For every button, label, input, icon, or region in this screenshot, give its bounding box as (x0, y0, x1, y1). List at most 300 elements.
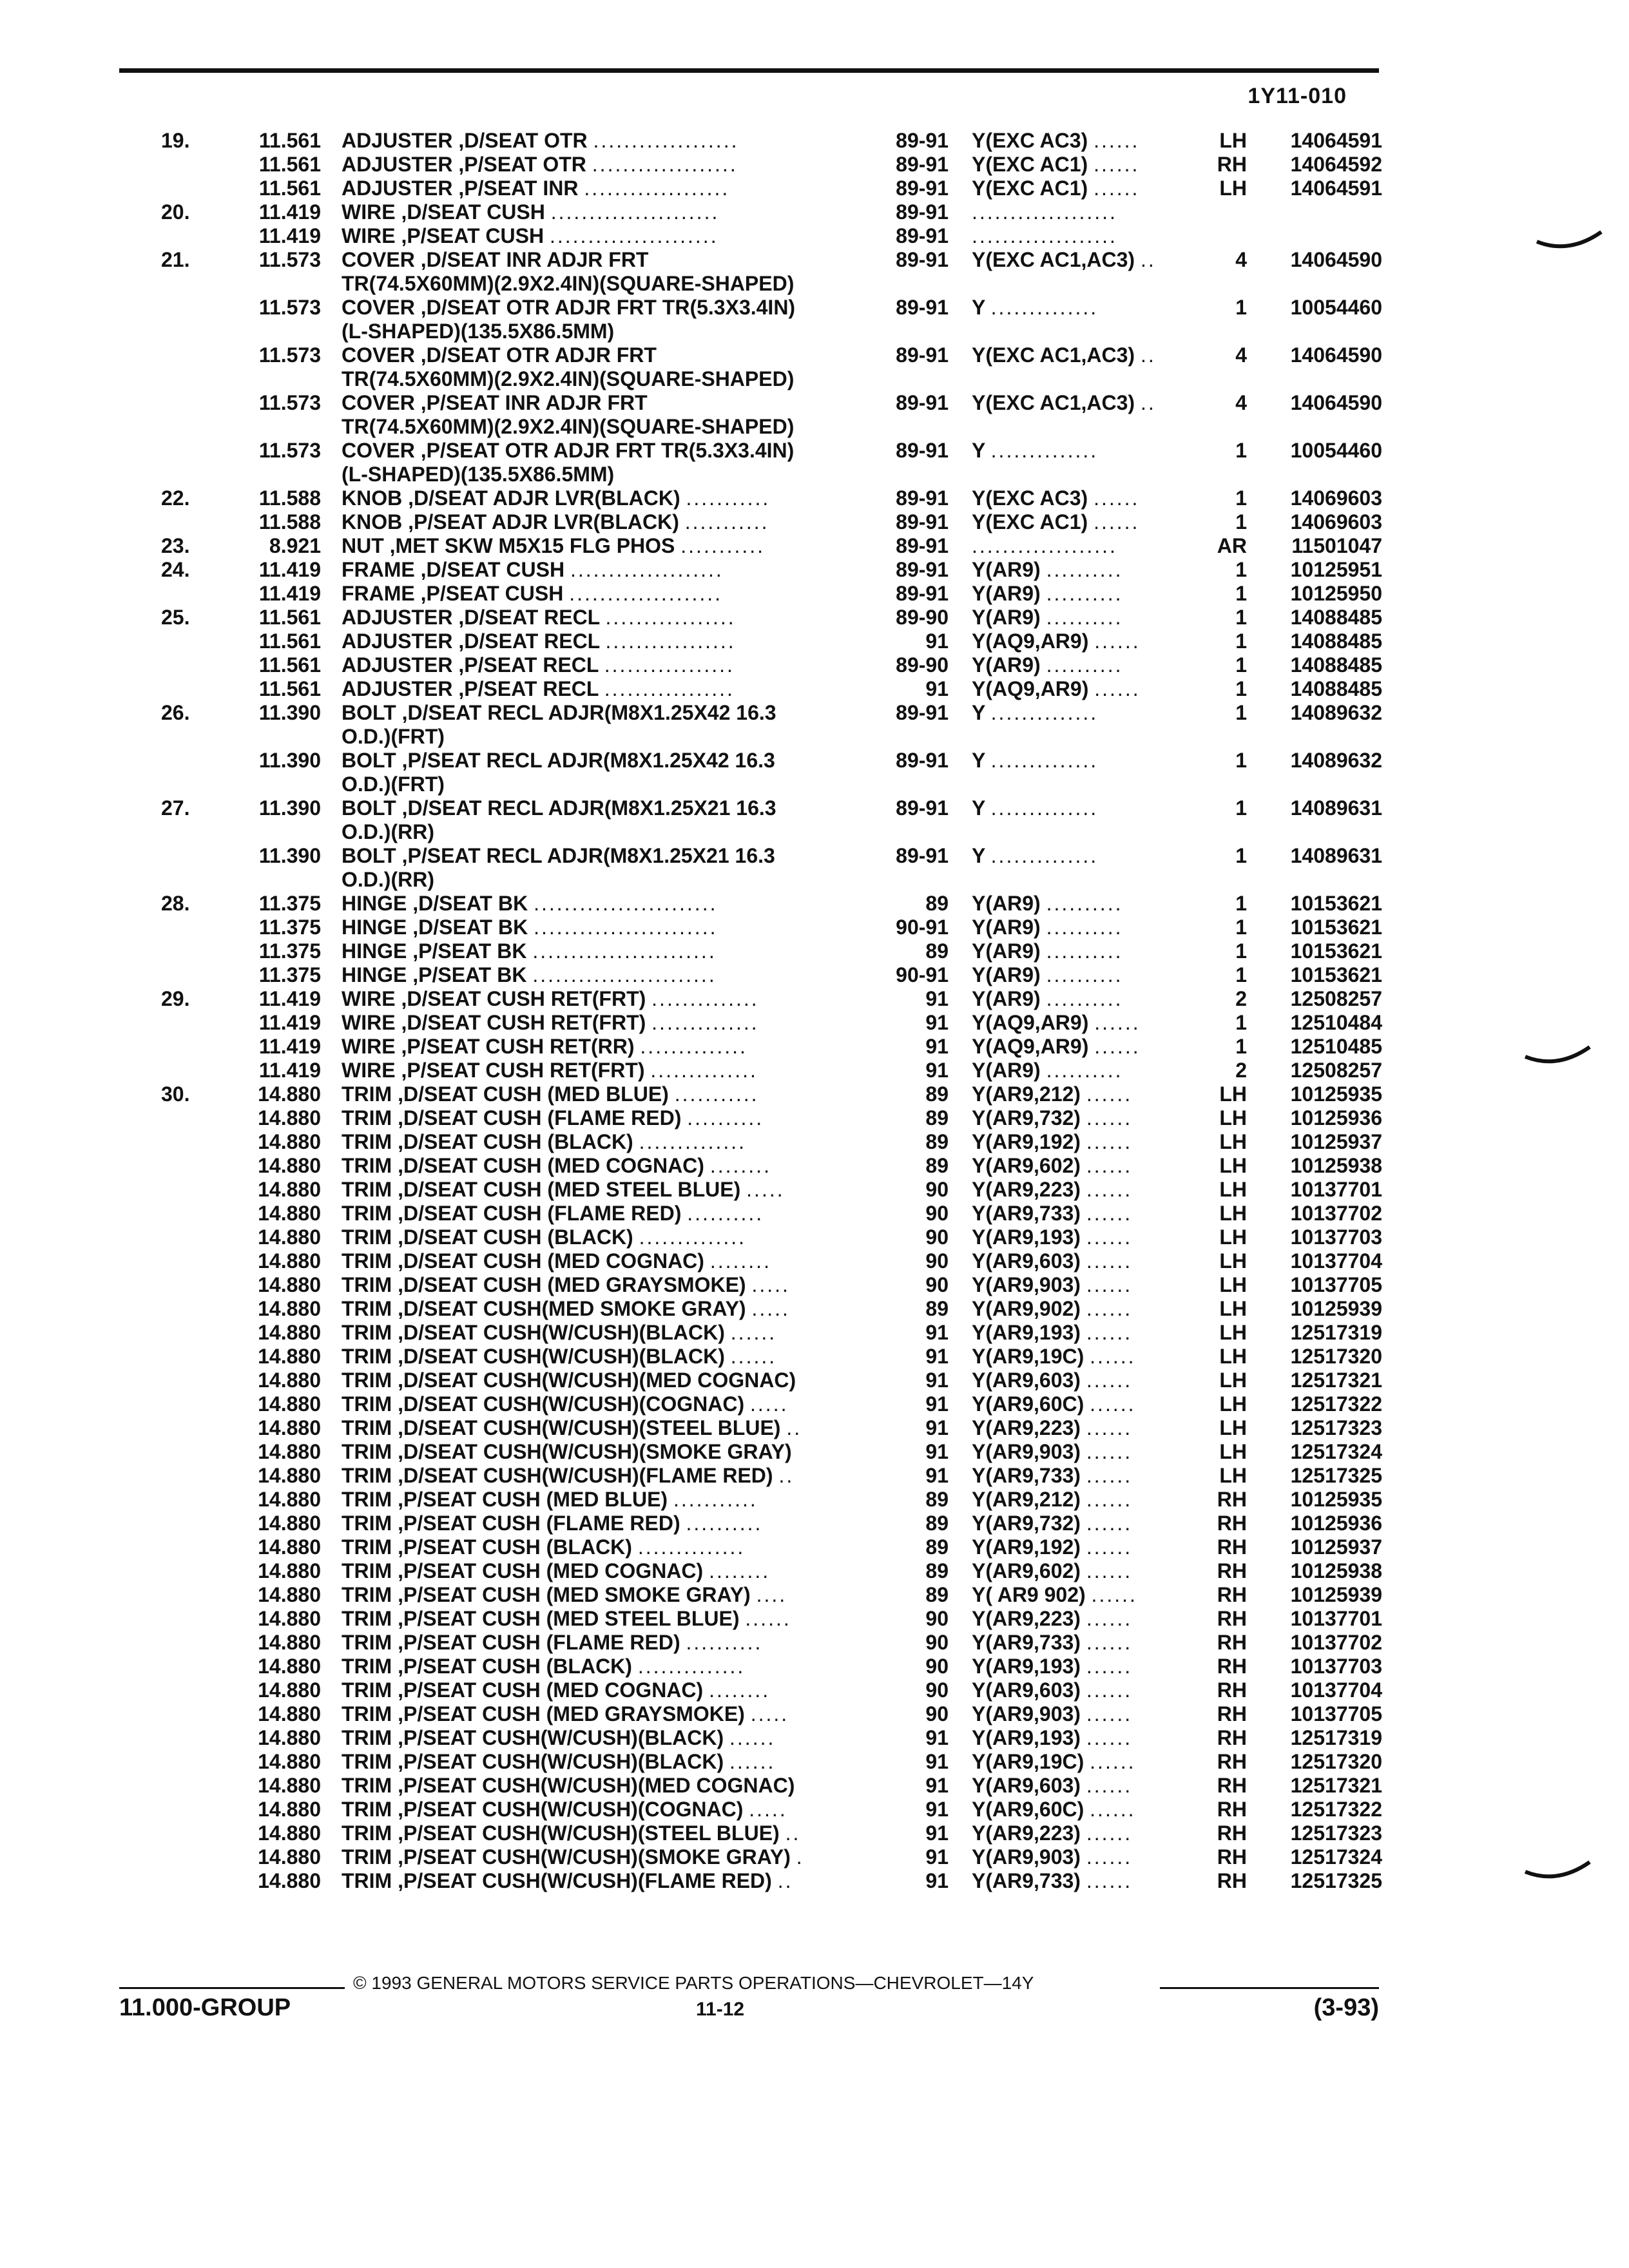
usage-code-text: Y (972, 296, 985, 319)
part-description (342, 582, 870, 606)
quantity (1195, 1798, 1247, 1821)
edition-date: (3-93) (1313, 1994, 1379, 2021)
part-number-text: 12517320 (1290, 1750, 1382, 1773)
part-description (342, 677, 870, 701)
usage-code-text: Y(AR9,602) (972, 1559, 1081, 1582)
group-number (219, 1130, 321, 1154)
quantity-text: 1 (1235, 677, 1247, 700)
part-number-text: 12517325 (1290, 1869, 1382, 1892)
group-number-text: 14.880 (258, 1774, 321, 1797)
part-description-text: TRIM ,P/SEAT CUSH(W/CUSH)(SMOKE GRAY) (342, 1845, 791, 1869)
quantity (1195, 963, 1247, 987)
usage-code-text: Y(EXC AC1,AC3) (972, 343, 1135, 367)
part-number-text: 10153621 (1290, 963, 1382, 986)
model-years-text: 90 (925, 1178, 949, 1201)
part-description (342, 844, 870, 868)
usage-code (972, 749, 1191, 773)
usage-code-text: Y(AQ9,AR9) (972, 1035, 1089, 1058)
usage-code (972, 510, 1191, 534)
usage-code-text: Y(AR9,192) (972, 1130, 1081, 1153)
part-number-text: 12517319 (1290, 1726, 1382, 1749)
group-number-text: 14.880 (258, 1821, 321, 1845)
part-number (1263, 1631, 1382, 1655)
leader-dots: ...... (745, 1607, 791, 1630)
leader-dots: .......... (1046, 892, 1123, 915)
quantity-text: RH (1217, 1512, 1247, 1535)
leader-dots: .................... (569, 582, 723, 605)
part-number (1263, 1154, 1382, 1178)
usage-code-text: Y(AR9,60C) (972, 1392, 1084, 1416)
parts-row (0, 248, 1629, 272)
item-number (161, 892, 219, 916)
model-years (876, 1583, 949, 1607)
quantity-text: LH (1219, 1154, 1247, 1177)
group-number-text: 14.880 (258, 1249, 321, 1273)
usage-code (972, 1273, 1191, 1297)
quantity-text: RH (1217, 1678, 1247, 1702)
parts-row (0, 224, 1629, 248)
part-number (1263, 1774, 1382, 1798)
parts-row (0, 939, 1629, 963)
usage-code-text: Y(AR9,193) (972, 1321, 1081, 1344)
model-years (876, 439, 949, 463)
leader-dots: ...... (1090, 1392, 1136, 1416)
model-years (876, 629, 949, 653)
model-years-text: 91 (925, 1726, 949, 1749)
parts-row (0, 1130, 1629, 1154)
part-description (342, 1321, 870, 1345)
quantity (1195, 1845, 1247, 1869)
usage-code-text: Y(AR9) (972, 987, 1041, 1010)
part-description (342, 1488, 870, 1512)
leader-dots: ................... (593, 129, 739, 152)
usage-code-text: Y(AR9,19C) (972, 1750, 1084, 1773)
usage-code-text: Y(AR9) (972, 582, 1041, 605)
group-number-text: 14.880 (258, 1798, 321, 1821)
leader-dots: ...... (1086, 1106, 1133, 1129)
model-years-text: 89-91 (896, 224, 949, 247)
model-years-text: 89-91 (896, 391, 949, 414)
group-number (219, 1678, 321, 1702)
group-number (219, 1106, 321, 1130)
quantity (1195, 1655, 1247, 1678)
quantity-text: RH (1217, 1631, 1247, 1654)
leader-dots: .............. (637, 1535, 746, 1559)
group-number-text: 11.375 (258, 916, 321, 939)
usage-code-text: Y(AR9) (972, 558, 1041, 581)
part-number-text: 10125939 (1290, 1583, 1382, 1606)
quantity (1195, 916, 1247, 939)
group-number (219, 1392, 321, 1416)
parts-row (0, 1750, 1629, 1774)
top-rule (119, 68, 1379, 73)
group-number-text: 11.573 (258, 248, 321, 271)
part-number-text: 10137702 (1290, 1202, 1382, 1225)
part-description-text: TRIM ,P/SEAT CUSH (MED BLUE) (342, 1488, 668, 1511)
part-description-text: ADJUSTER ,P/SEAT OTR (342, 153, 586, 176)
quantity-text: 1 (1235, 939, 1247, 963)
item-number-text: 28. (161, 892, 190, 915)
part-description-text: TRIM ,P/SEAT CUSH (MED SMOKE GRAY) (342, 1583, 751, 1606)
model-years (876, 1559, 949, 1583)
model-years (876, 1726, 949, 1750)
model-years-text: 89 (925, 1583, 949, 1606)
part-number-text: 10153621 (1290, 892, 1382, 915)
part-description (342, 1416, 870, 1440)
model-years-text: 91 (925, 1464, 949, 1487)
part-description (342, 1535, 870, 1559)
part-description (342, 1869, 870, 1893)
model-years (876, 1202, 949, 1225)
part-number-text: 10125951 (1290, 558, 1382, 581)
quantity-text: 1 (1235, 486, 1247, 510)
quantity-text: LH (1219, 129, 1247, 152)
group-number (219, 1512, 321, 1535)
part-number (1263, 1249, 1382, 1273)
parts-row (0, 1369, 1629, 1392)
part-description-text: TRIM ,P/SEAT CUSH (MED COGNAC) (342, 1559, 704, 1582)
leader-dots: ...... (1086, 1297, 1133, 1320)
part-description-text: TRIM ,D/SEAT CUSH(W/CUSH)(FLAME RED) (342, 1464, 773, 1487)
leader-dots: ..... (749, 1798, 787, 1821)
parts-row (0, 749, 1629, 773)
leader-dots: .......... (1046, 987, 1123, 1010)
part-description-text: FRAME ,P/SEAT CUSH (342, 582, 564, 605)
part-description-text: TRIM ,P/SEAT CUSH (FLAME RED) (342, 1631, 680, 1654)
group-number-text: 11.561 (258, 606, 321, 629)
quantity-text: 1 (1235, 844, 1247, 867)
leader-dots: .......... (686, 1631, 763, 1654)
parts-row (0, 1392, 1629, 1416)
part-description (342, 1059, 870, 1082)
leader-dots: .......... (686, 1512, 763, 1535)
part-description-text: ADJUSTER ,P/SEAT RECL (342, 653, 599, 677)
leader-dots: .................... (570, 558, 724, 581)
part-number-text: 10125950 (1290, 582, 1382, 605)
part-description-text: TRIM ,D/SEAT CUSH(W/CUSH)(BLACK) (342, 1321, 725, 1344)
part-number (1263, 486, 1382, 510)
part-number (1263, 558, 1382, 582)
usage-code-text: Y(AQ9,AR9) (972, 1011, 1089, 1034)
part-description-text: TRIM ,P/SEAT CUSH (MED GRAYSMOKE) (342, 1702, 745, 1725)
part-number-text: 10153621 (1290, 916, 1382, 939)
group-number (219, 939, 321, 963)
usage-code-text: Y(AR9,902) (972, 1297, 1081, 1320)
leader-dots: ..... (751, 1273, 790, 1296)
part-number-text: 10125938 (1290, 1559, 1382, 1582)
quantity-text: 1 (1235, 296, 1247, 319)
part-description-text: ADJUSTER ,P/SEAT RECL (342, 677, 599, 700)
usage-code (972, 1821, 1191, 1845)
part-description (342, 1821, 870, 1845)
usage-code (972, 1631, 1191, 1655)
usage-code (972, 1130, 1191, 1154)
leader-dots: ...... (1090, 1798, 1136, 1821)
usage-code-text: Y(EXC AC1,AC3) (972, 248, 1135, 271)
quantity-text: RH (1217, 1488, 1247, 1511)
leader-dots: ...... (1086, 1154, 1133, 1177)
model-years-text: 90-91 (896, 963, 949, 986)
quantity (1195, 1559, 1247, 1583)
part-number-text: 12517325 (1290, 1464, 1382, 1487)
parts-row (0, 868, 1629, 892)
parts-row (0, 1345, 1629, 1369)
model-years (876, 987, 949, 1011)
leader-dots: ...... (1090, 1750, 1136, 1773)
group-number-text: 11.573 (258, 391, 321, 414)
parts-row (0, 796, 1629, 820)
usage-code-text: Y(AR9,192) (972, 1535, 1081, 1559)
quantity-text: LH (1219, 1345, 1247, 1368)
group-number-text: 14.880 (258, 1559, 321, 1582)
model-years-text: 89-91 (896, 701, 949, 724)
group-number (219, 1821, 321, 1845)
parts-row (0, 773, 1629, 796)
quantity (1195, 1512, 1247, 1535)
leader-dots: .......... (1046, 963, 1123, 986)
quantity (1195, 439, 1247, 463)
leader-dots: ...................... (549, 224, 718, 247)
quantity-text: 1 (1235, 606, 1247, 629)
quantity (1195, 1631, 1247, 1655)
usage-code-text: Y(AR9,903) (972, 1273, 1081, 1296)
group-label: 11.000-GROUP (119, 1994, 291, 2021)
parts-row (0, 1297, 1629, 1321)
parts-list (0, 129, 1629, 1893)
item-number (161, 129, 219, 153)
leader-dots: ........................ (532, 963, 717, 986)
usage-code (972, 582, 1191, 606)
leader-dots: .............. (990, 796, 1099, 820)
item-number-text: 23. (161, 534, 190, 557)
part-description (342, 1225, 870, 1249)
item-number (161, 796, 219, 820)
parts-row (0, 1512, 1629, 1535)
usage-code-text: Y (972, 796, 985, 820)
part-number-text: 14089632 (1290, 701, 1382, 724)
quantity-text: 1 (1235, 510, 1247, 533)
item-number (161, 701, 219, 725)
model-years-text: 89-91 (896, 439, 949, 462)
parts-row (0, 1678, 1629, 1702)
binder-mark-icon (1522, 1044, 1593, 1070)
usage-code-text: Y(AR9) (972, 916, 1041, 939)
model-years (876, 296, 949, 320)
part-number (1263, 844, 1382, 868)
leader-dots: ...... (1086, 1202, 1133, 1225)
parts-row (0, 725, 1629, 749)
part-number (1263, 1369, 1382, 1392)
group-number-text: 14.880 (258, 1273, 321, 1296)
model-years-text: 91 (925, 1345, 949, 1368)
part-number (1263, 1798, 1382, 1821)
part-number-text: 10137703 (1290, 1655, 1382, 1678)
quantity-text: LH (1219, 1225, 1247, 1249)
model-years-text: 91 (925, 1750, 949, 1773)
part-number-text: 14089631 (1290, 796, 1382, 820)
group-number (219, 1440, 321, 1464)
part-number-text: 10125937 (1290, 1130, 1382, 1153)
parts-row (0, 1416, 1629, 1440)
group-number-text: 11.419 (258, 1035, 321, 1058)
part-description (342, 1702, 870, 1726)
part-number (1263, 1202, 1382, 1225)
part-description-text: TRIM ,P/SEAT CUSH (BLACK) (342, 1535, 632, 1559)
part-description (342, 820, 870, 844)
usage-code-text: Y(EXC AC3) (972, 486, 1088, 510)
part-description-text: WIRE ,P/SEAT CUSH (342, 224, 545, 247)
group-number (219, 1273, 321, 1297)
part-description-text: (L-SHAPED)(135.5X86.5MM) (342, 320, 615, 343)
part-description-text: TRIM ,D/SEAT CUSH (FLAME RED) (342, 1106, 682, 1129)
quantity (1195, 1106, 1247, 1130)
part-description-text: BOLT ,P/SEAT RECL ADJR(M8X1.25X42 16.3 (342, 749, 775, 772)
group-number-text: 11.390 (258, 701, 321, 724)
model-years (876, 1774, 949, 1798)
part-number (1263, 1059, 1382, 1082)
parts-row (0, 820, 1629, 844)
group-number (219, 1726, 321, 1750)
leader-dots: .......... (1046, 558, 1123, 581)
usage-code (972, 1154, 1191, 1178)
part-description-text: TRIM ,D/SEAT CUSH(MED SMOKE GRAY) (342, 1297, 746, 1320)
quantity (1195, 1869, 1247, 1893)
part-description-text: ADJUSTER ,D/SEAT OTR (342, 129, 588, 152)
model-years-text: 89-91 (896, 343, 949, 367)
parts-row (0, 1321, 1629, 1345)
model-years (876, 1631, 949, 1655)
usage-code (972, 153, 1191, 177)
part-description (342, 916, 870, 939)
usage-code-text: Y(AR9,732) (972, 1106, 1081, 1129)
part-number-text: 12517322 (1290, 1392, 1382, 1416)
part-number (1263, 1106, 1382, 1130)
usage-code-text: Y(AQ9,AR9) (972, 677, 1089, 700)
model-years-text: 91 (925, 1392, 949, 1416)
usage-code-text: Y(AR9,733) (972, 1631, 1081, 1654)
binder-mark-icon (1522, 1859, 1593, 1885)
model-years-text: 89 (925, 939, 949, 963)
usage-code-text: Y(AR9,733) (972, 1202, 1081, 1225)
part-number-text: 10137702 (1290, 1631, 1382, 1654)
quantity-text: RH (1217, 1821, 1247, 1845)
leader-dots: .......... (1046, 1059, 1123, 1082)
usage-code (972, 1464, 1191, 1488)
group-number (219, 224, 321, 248)
part-description-text: WIRE ,D/SEAT CUSH RET(FRT) (342, 987, 646, 1010)
part-number-text: 10137703 (1290, 1225, 1382, 1249)
part-description (342, 1726, 870, 1750)
part-number (1263, 582, 1382, 606)
part-description (342, 1202, 870, 1225)
quantity-text: 2 (1235, 1059, 1247, 1082)
leader-dots: ...... (1086, 1273, 1133, 1296)
leader-dots: ................... (584, 177, 730, 200)
leader-dots: .............. (990, 439, 1099, 462)
part-description (342, 1750, 870, 1774)
part-number (1263, 1678, 1382, 1702)
part-number (1263, 1297, 1382, 1321)
part-number (1263, 1273, 1382, 1297)
part-description-text: (L-SHAPED)(135.5X86.5MM) (342, 463, 615, 486)
leader-dots: ................... (972, 224, 1117, 247)
group-number-text: 11.588 (258, 486, 321, 510)
leader-dots: ...... (1094, 129, 1140, 152)
model-years-text: 89-91 (896, 248, 949, 271)
group-number (219, 558, 321, 582)
usage-code (972, 1345, 1191, 1369)
parts-row (0, 1845, 1629, 1869)
group-number (219, 510, 321, 534)
model-years (876, 1798, 949, 1821)
usage-code (972, 1392, 1191, 1416)
group-number-text: 14.880 (258, 1750, 321, 1773)
part-description-text: TRIM ,P/SEAT CUSH (FLAME RED) (342, 1512, 680, 1535)
parts-row (0, 343, 1629, 367)
copyright-notice: © 1993 GENERAL MOTORS SERVICE PARTS OPERATIONS—CHEVROLET—14Y (353, 1973, 1034, 1993)
leader-dots: ................. (605, 629, 736, 653)
part-description-text: TR(74.5X60MM)(2.9X2.4IN)(SQUARE-SHAPED) (342, 272, 795, 295)
part-number-text: 14064591 (1290, 129, 1382, 152)
part-number-text: 10054460 (1290, 439, 1382, 462)
part-number-text: 10137705 (1290, 1273, 1382, 1296)
leader-dots: ...... (1086, 1559, 1133, 1582)
part-description (342, 534, 870, 558)
model-years (876, 1011, 949, 1035)
model-years (876, 1369, 949, 1392)
quantity (1195, 1059, 1247, 1082)
part-number-text: 12510485 (1290, 1035, 1382, 1058)
group-number (219, 1750, 321, 1774)
group-number (219, 916, 321, 939)
leader-dots: ...... (1086, 1225, 1133, 1249)
group-number-text: 14.880 (258, 1082, 321, 1106)
part-description-text: O.D.)(RR) (342, 868, 434, 891)
model-years-text: 89-91 (896, 153, 949, 176)
model-years (876, 1154, 949, 1178)
usage-code-text: Y(EXC AC1) (972, 177, 1088, 200)
usage-code-text: Y(AR9,903) (972, 1845, 1081, 1869)
group-number (219, 391, 321, 415)
usage-code (972, 129, 1191, 153)
usage-code (972, 177, 1191, 200)
quantity-text: 1 (1235, 653, 1247, 677)
leader-dots: ........... (674, 1082, 759, 1106)
part-description (342, 391, 870, 415)
leader-dots: ...... (1086, 1321, 1133, 1344)
quantity-text: 4 (1235, 391, 1247, 414)
usage-code (972, 534, 1191, 558)
parts-row (0, 1106, 1629, 1130)
part-description-text: TRIM ,P/SEAT CUSH (MED COGNAC) (342, 1678, 704, 1702)
model-years-text: 89-91 (896, 534, 949, 557)
item-number-text: 26. (161, 701, 190, 724)
usage-code (972, 653, 1191, 677)
parts-row (0, 1655, 1629, 1678)
quantity-text: LH (1219, 1297, 1247, 1320)
model-years-text: 90 (925, 1273, 949, 1296)
leader-dots: ...... (1086, 1631, 1133, 1654)
usage-code (972, 701, 1191, 725)
leader-dots: ...... (1094, 1011, 1141, 1034)
quantity (1195, 1464, 1247, 1488)
usage-code (972, 1249, 1191, 1273)
quantity (1195, 1678, 1247, 1702)
item-number-text: 24. (161, 558, 190, 581)
item-number-text: 22. (161, 486, 190, 510)
usage-code-text: Y(AR9,603) (972, 1369, 1081, 1392)
model-years (876, 177, 949, 200)
